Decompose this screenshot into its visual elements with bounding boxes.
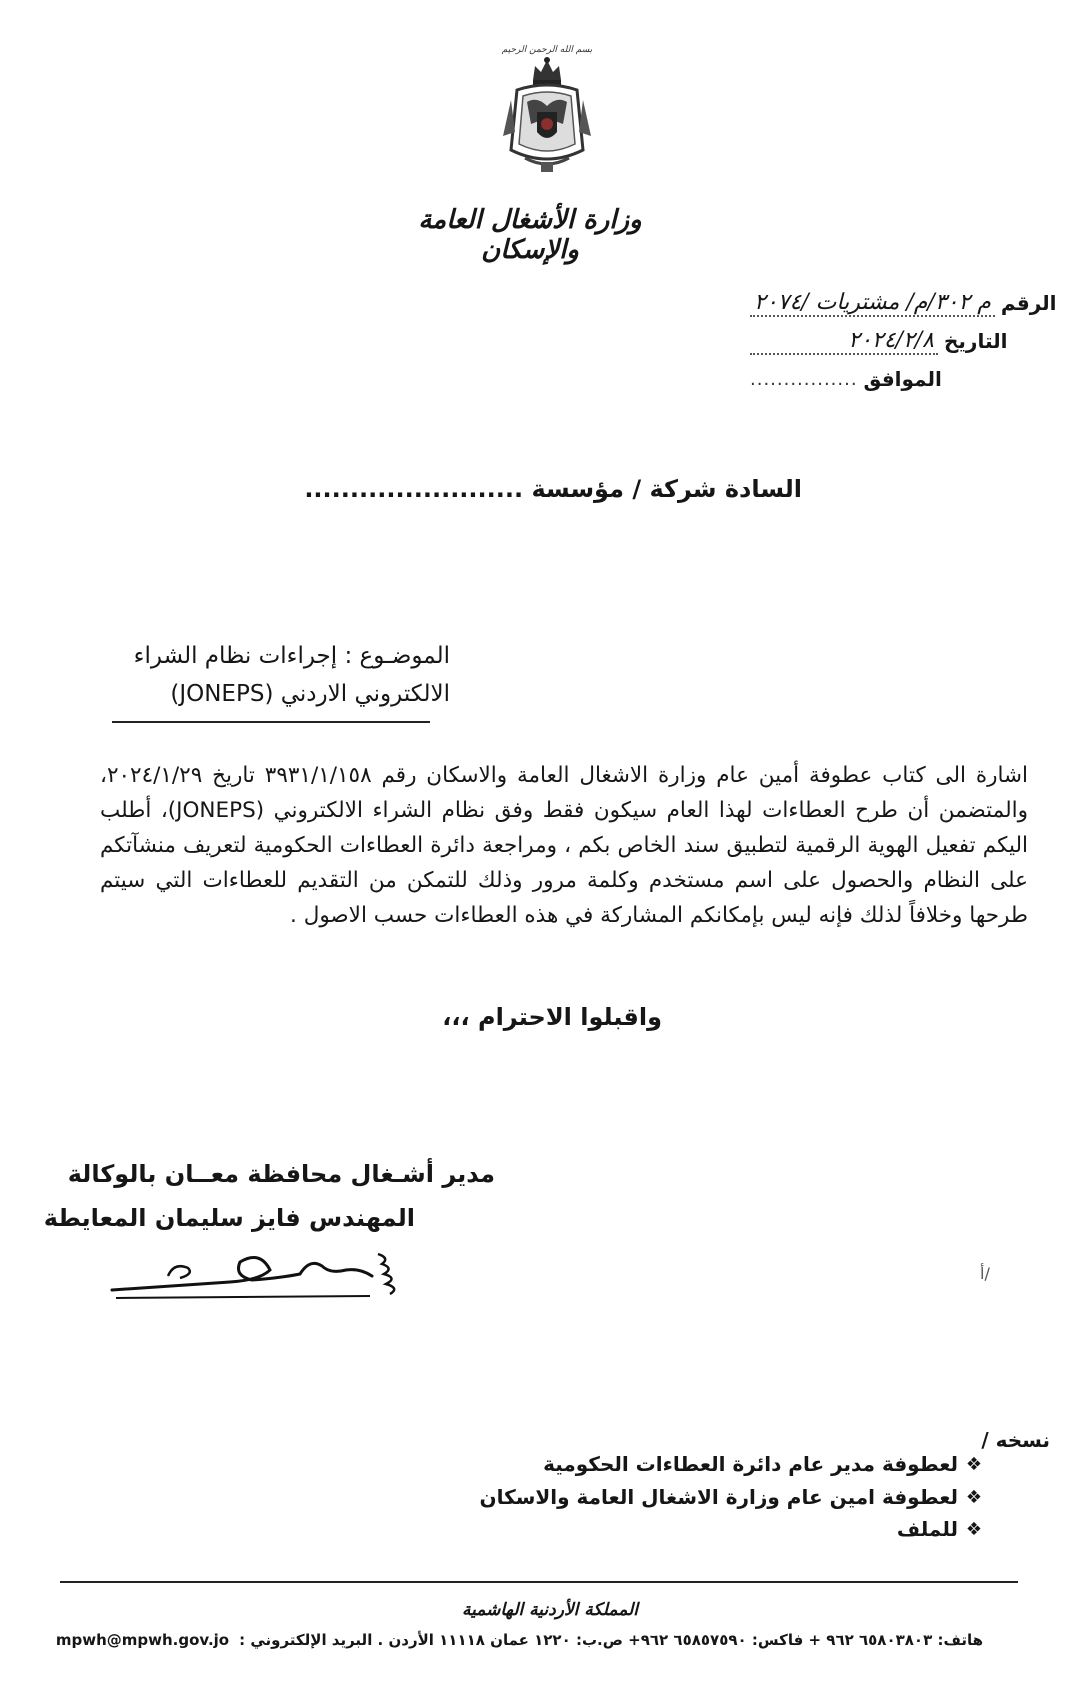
copy-item-text: للملف: [896, 1517, 958, 1541]
reference-date-row: [750, 326, 1080, 356]
copy-item: [480, 1485, 982, 1509]
footer-contact-text: هاتف: ٦٥٨٠٣٨٠٣ ٩٦٢ + فاكس: ٦٥٨٥٧٥٩٠ ٩٦٢+ ص.ب: ١٢٢٠ عمان ١١١١٨ الأردن . البريد الإلكتروني :: [239, 1631, 983, 1649]
footer-contact: [55, 1631, 983, 1649]
footer-email[interactable]: mpwh@mpwh.gov.jo: [55, 1631, 230, 1649]
subject-text-1: إجراءات نظام الشراء: [133, 643, 338, 669]
subject-line-1: [110, 637, 450, 675]
reference-number-label: الرقم: [1000, 291, 1057, 315]
subject-block: [110, 637, 450, 713]
copy-item: [897, 1517, 982, 1541]
side-initials: أ/: [980, 1264, 990, 1283]
handwritten-signature: [110, 1240, 420, 1300]
kingdom-name: المملكة الأردنية الهاشمية: [462, 1600, 638, 1620]
footer-divider: [60, 1581, 1018, 1583]
copy-item-text: لعطوفة امين عام وزارة الاشغال العامة والاسكان: [479, 1485, 958, 1509]
subject-text-2: الالكتروني الاردني (JONEPS): [170, 681, 450, 707]
signer-name: المهندس فايز سليمان المعايطة: [43, 1204, 415, 1232]
basmala-text: بسم الله الرحمن الرحيم: [501, 45, 593, 55]
reference-corresponding-value: ................: [750, 368, 858, 390]
coat-of-arms-emblem: [497, 40, 597, 178]
subject-underline: [112, 721, 430, 723]
diamond-bullet-icon: ❖: [965, 1486, 982, 1508]
subject-label: الموضـوع :: [344, 643, 450, 669]
diamond-bullet-icon: ❖: [965, 1453, 982, 1475]
addressee-line: السادة شركة / مؤسسة ........................: [304, 475, 802, 503]
copy-item-text: لعطوفة مدير عام دائرة العطاءات الحكومية: [543, 1452, 958, 1476]
reference-corresponding-label: الموافق: [863, 367, 942, 391]
reference-number-row: [750, 288, 1080, 318]
reference-number-value: م ٣٠٢/م/ مشتريات /٢٠٧٤: [750, 290, 995, 317]
copies-title: نسخه /: [981, 1428, 1050, 1452]
reference-date-label: التاريخ: [944, 329, 1008, 353]
diamond-bullet-icon: ❖: [965, 1518, 982, 1540]
reference-date-value: ٢٠٢٤/٢/٨: [750, 328, 938, 355]
closing-greeting: واقبلوا الاحترام ،،،: [442, 1003, 662, 1031]
copy-item: [543, 1452, 982, 1476]
reference-corresponding-row: [750, 364, 1080, 394]
ministry-name: وزارة الأشغال العامة والإسكان: [418, 205, 642, 265]
signer-title: مدير أشـغال محافظة معــان بالوكالة: [67, 1160, 495, 1188]
letter-body: اشارة الى كتاب عطوفة أمين عام وزارة الاشغال العامة والاسكان رقم ٣٩٣١/١/١٥٨ تاريخ ٢٠٢٤/١/٢٩، والمتضمن أن طرح العطاءات لهذا العام سيكون فقط وفق نظام الشراء الالكتروني (JONEPS)، أطلب اليكم تفعيل الهوية الرقمية لتطبيق سند الخاص بكم ، ومراجعة دائرة العطاءات الحكومية لتعريف منشآتكم على النظام والحصول على اسم مستخدم وكلمة مرور وذلك للتمكن من التقديم للعطاءات التي سيتم طرحها وخلافاً لذلك فإنه ليس بإمكانكم المشاركة في هذه العطاءات حسب الاصول .: [100, 763, 1029, 928]
